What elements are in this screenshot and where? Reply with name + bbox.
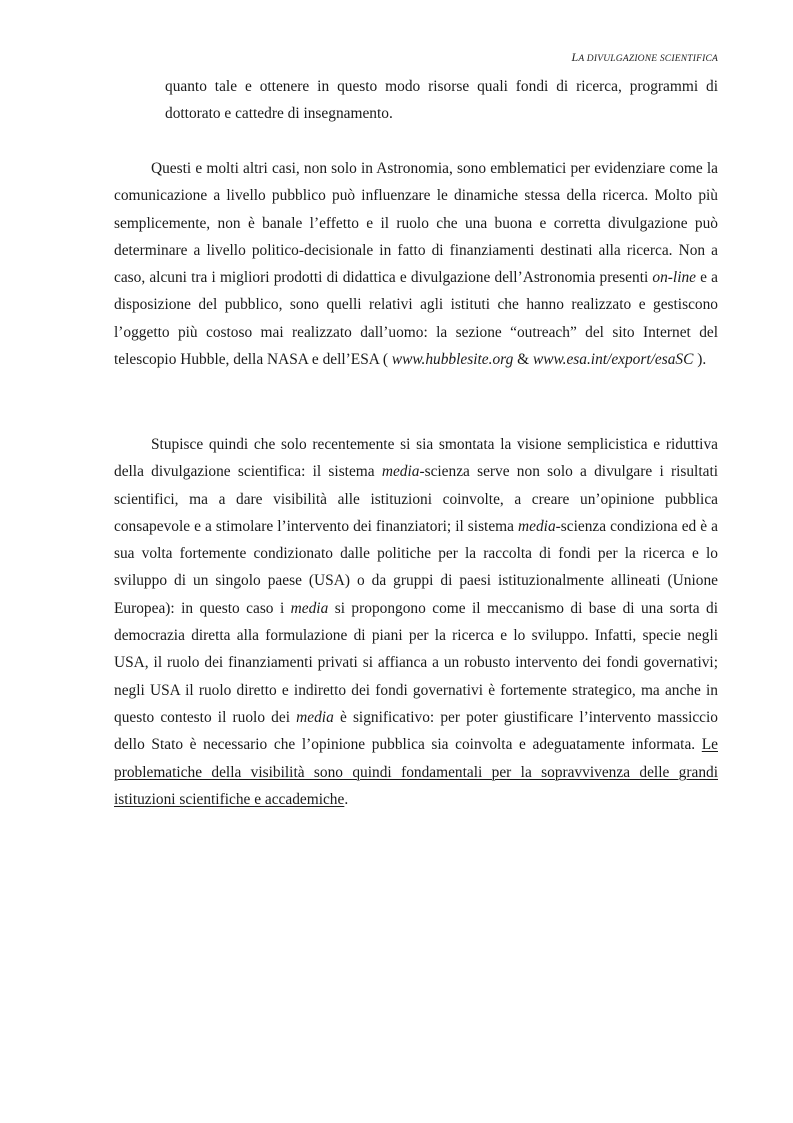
p2-emphasis-online: on-line bbox=[652, 269, 697, 287]
p3-emphasis-media-2: media bbox=[518, 517, 556, 535]
p3-segment-2: -scienza serve non solo a divulgare i risultati scientifici, ma a dare visibilità alle istituzioni coinvolte, a creare un’opinione pubblica consapevole e a stimolare l’intervento dei finanziatori; il sistema bbox=[114, 463, 718, 535]
p3-emphasis-media-1: media bbox=[381, 463, 420, 481]
esa-link[interactable]: www.esa.int/export/esaSC bbox=[532, 351, 694, 369]
header-title: A DIVULGAZIONE SCIENTIFICA bbox=[578, 54, 718, 64]
p2-segment-3: & bbox=[513, 351, 533, 369]
p2-segment-2: e a disposizione del pubblico, sono quelli relativi agli istituti che hanno realizzato e gestiscono l’oggetto più costoso mai realizzato dall’uomo: la sezione “outreach” del sito Internet del telescopio Hubble, della NASA e dell’ESA ( bbox=[114, 269, 718, 369]
p3-emphasis-media-3: media bbox=[290, 599, 329, 617]
p3-emphasis-media-4: media bbox=[296, 708, 334, 726]
p3-segment-5: è significativo: per poter giustificare l’intervento massiccio dello Stato è necessario che l’opinione pubblica sia coinvolta e adeguatamente informata. bbox=[114, 708, 718, 754]
hubblesite-link[interactable]: www.hubblesite.org bbox=[391, 351, 514, 369]
p3-underlined-sentence: Le problematiche della visibilità sono quindi fondamentali per la sopravvivenza delle grandi istituzioni scientifiche e accademiche bbox=[114, 736, 718, 808]
paragraph-3 bbox=[114, 431, 718, 813]
p3-segment-6: . bbox=[344, 790, 349, 808]
paragraph-2-body bbox=[114, 155, 718, 373]
p3-segment-1: Stupisce quindi che solo recentemente si sia smontata la visione semplicistica e riduttiva della divulgazione scientifica: il sistema bbox=[114, 436, 718, 481]
p3-segment-4: si propongono come il meccanismo di base di una sorta di democrazia diretta alla formulazione di piani per la ricerca e lo sviluppo. Infatti, specie negli USA, il ruolo dei finanziamenti privati si affianca a un robusto intervento dei fondi governativi; negli USA il ruolo diretto e indiretto dei fondi governativi è fortemente strategico, ma anche in questo contesto il ruolo dei bbox=[114, 599, 718, 726]
header-initial: L bbox=[571, 50, 579, 64]
p2-segment-1: Questi e molti altri casi, non solo in Astronomia, sono emblematici per evidenziare come la comunicazione a livello pubblico può influenzare le dinamiche stessa della ricerca. Molto più semplicemente, non è banale l’effetto e il ruolo che una buona e corretta divulgazione può determinare a livello politico-decisionale in fatto di finanziamenti destinati alla ricerca. Non a caso, alcuni tra i migliori prodotti di didattica e divulgazione dell’Astronomia presenti bbox=[114, 160, 718, 287]
paragraph-2 bbox=[114, 155, 718, 373]
paragraph-3-body bbox=[114, 431, 718, 813]
paragraph-continuation bbox=[165, 73, 718, 128]
running-header bbox=[572, 50, 718, 65]
paragraph-1-text: quanto tale e ottenere in questo modo risorse quali fondi di ricerca, programmi di dottorato e cattedre di insegnamento. bbox=[165, 78, 718, 123]
p3-segment-3: -scienza condiziona ed è a sua volta fortemente condizionato dalle politiche per la raccolta di fondi per la ricerca e lo sviluppo di un singolo paese (USA) o da gruppi di paesi istituzionalmente allineati (Unione Europea): in questo caso i bbox=[114, 517, 718, 617]
p2-segment-4: ). bbox=[693, 351, 707, 369]
